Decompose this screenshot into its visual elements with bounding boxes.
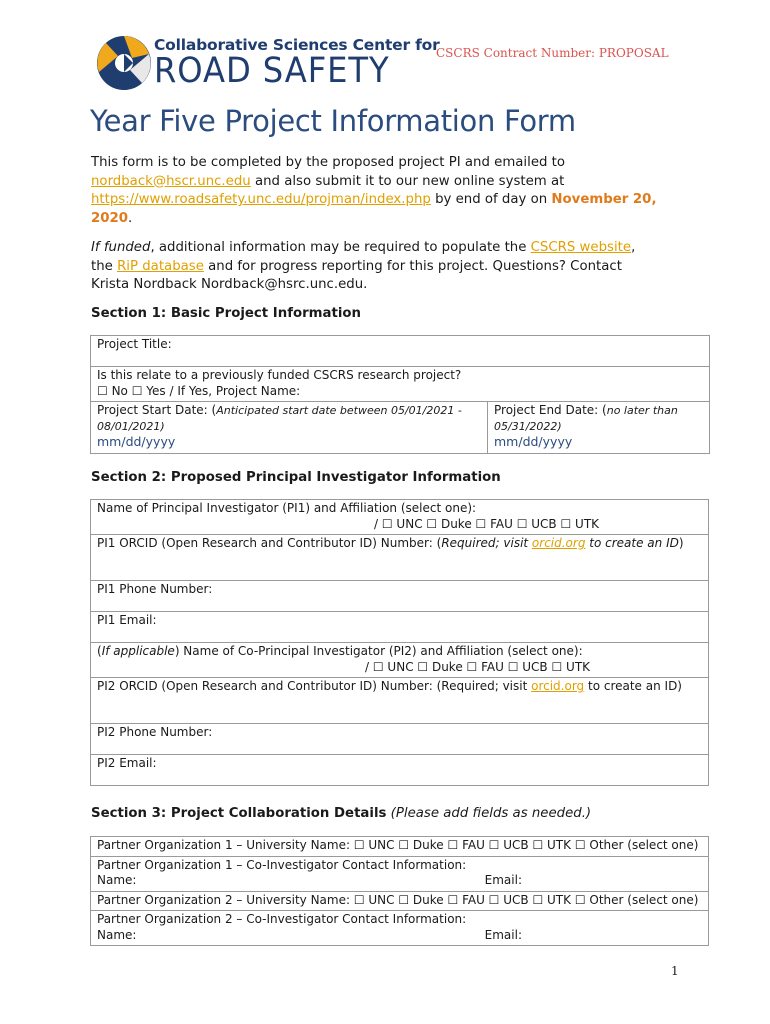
deadline-prefix: by end of day on: [430, 192, 552, 207]
cscrs-logo: [96, 32, 440, 94]
orcid-link-1[interactable]: orcid.org: [531, 536, 586, 550]
pi1-orcid-required: Required; visit: [441, 536, 532, 550]
pi1-affiliation-options[interactable]: / ☐ UNC ☐ Duke ☐ FAU ☐ UCB ☐ UTK: [374, 516, 600, 531]
logo-line1: Collaborative Sciences Center for: [154, 36, 440, 54]
pi2-open-paren: (: [97, 644, 102, 658]
start-date-close: ): [160, 419, 165, 433]
page-title: Year Five Project Information Form: [90, 104, 576, 138]
cscrs-website-link[interactable]: CSCRS website: [530, 240, 632, 255]
funded-text1: , additional information may be required to populate the: [150, 240, 531, 255]
partner1-university-field[interactable]: [91, 837, 709, 857]
funded-text4: and for progress reporting for this project. Questions? Contact: [203, 258, 622, 274]
section2-heading: Section 2: Proposed Principal Investigator Information: [91, 470, 501, 485]
partner1-contact-label: Partner Organization 1 – Co-Investigator Contact Information:: [97, 857, 467, 872]
partner2-university-label: Partner Organization 2 – University Name: ☐ UNC ☐ Duke ☐ FAU ☐ UCB ☐ UTK ☐ Other (select one): [97, 892, 699, 907]
start-date-input[interactable]: mm/dd/yyyy: [97, 434, 176, 449]
section3-table: [90, 836, 709, 946]
intro-paragraph: [91, 154, 671, 228]
if-funded: If funded: [91, 240, 151, 255]
pi1-phone-field[interactable]: [91, 581, 709, 612]
end-date-label: Project End Date: (: [494, 403, 607, 417]
end-date-input[interactable]: mm/dd/yyyy: [494, 434, 573, 449]
partner2-contact-field[interactable]: [91, 911, 709, 946]
section3-heading: [91, 806, 591, 821]
pi2-name-label: ) Name of Co-Principal Investigator (PI2) and Affiliation (select one):: [174, 644, 583, 658]
orcid-link-2[interactable]: orcid.org: [531, 679, 585, 693]
section3-heading-text: Section 3: Project Collaboration Details: [91, 806, 387, 821]
pi2-name-field[interactable]: [91, 643, 709, 678]
partner1-email-label: Email:: [484, 873, 522, 887]
pi2-orcid-field[interactable]: [91, 678, 709, 724]
pi1-orcid-tail: to create an ID: [585, 536, 679, 550]
pi2-email-field[interactable]: [91, 755, 709, 786]
logo-line2: ROAD SAFETY: [154, 51, 390, 91]
partner2-email-label: Email:: [484, 927, 522, 942]
partner2-contact-label: Partner Organization 2 – Co-Investigator Contact Information:: [97, 912, 467, 926]
pi1-name-field[interactable]: [91, 500, 709, 535]
relate-question: Is this relate to a previously funded CSCRS research project?: [97, 368, 462, 382]
funded-text3: the: [91, 258, 118, 274]
end-date-close: ): [557, 419, 562, 433]
relate-options[interactable]: ☐ No ☐ Yes / If Yes, Project Name:: [97, 383, 301, 398]
partner2-name-label: Name:: [97, 927, 137, 942]
start-date-field[interactable]: [91, 402, 488, 454]
pi2-affiliation-options[interactable]: / ☐ UNC ☐ Duke ☐ FAU ☐ UCB ☐ UTK: [365, 659, 591, 674]
end-date-field[interactable]: [488, 402, 710, 454]
email-link[interactable]: nordback@hscr.unc.edu: [91, 173, 251, 189]
intro-line1: This form is to be completed by the proposed project PI and emailed to: [91, 155, 566, 170]
pi1-orcid-field[interactable]: [91, 535, 709, 581]
partner2-university-field[interactable]: [91, 891, 709, 911]
section3-heading-note: (Please add fields as needed.): [386, 806, 592, 821]
start-date-label: Project Start Date: (: [97, 403, 217, 417]
logo-aperture-icon: [96, 34, 152, 92]
pi1-email-label: PI1 Email:: [97, 613, 157, 627]
contract-number: CSCRS Contract Number: PROPOSAL: [436, 46, 669, 60]
intro-line2: and also submit it to our new online system at: [250, 173, 565, 189]
funded-note: [91, 239, 671, 295]
start-date-hint: Anticipated start date between 05/01/2021 - 08/01/2021: [97, 404, 462, 433]
rip-database-link[interactable]: RiP database: [117, 258, 204, 274]
pi2-if-applicable: If applicable: [101, 644, 175, 658]
pi1-name-label: Name of Principal Investigator (PI1) and Affiliation (select one):: [97, 501, 477, 515]
partner1-contact-field[interactable]: [91, 856, 709, 891]
pi2-phone-label: PI2 Phone Number:: [97, 725, 213, 739]
relate-question-field[interactable]: [91, 367, 710, 402]
section1-heading: Section 1: Basic Project Information: [91, 306, 362, 321]
pi2-orcid-tail: to create an ID): [584, 679, 682, 693]
pi1-orcid-label: PI1 ORCID (Open Research and Contributor ID) Number: (: [97, 536, 442, 550]
page-number: 1: [671, 964, 679, 978]
pi1-orcid-close: ): [678, 536, 684, 550]
pi1-email-field[interactable]: [91, 612, 709, 643]
project-title-label: Project Title:: [97, 337, 172, 351]
pi2-email-label: PI2 Email:: [97, 756, 157, 770]
partner1-university-label: Partner Organization 1 – University Name: ☐ UNC ☐ Duke ☐ FAU ☐ UCB ☐ UTK ☐ Other (select one): [97, 838, 699, 852]
project-title-field[interactable]: [91, 336, 710, 367]
system-link[interactable]: https://www.roadsafety.unc.edu/projman/index.php: [91, 192, 431, 207]
deadline-date: November 20, 2020: [91, 192, 657, 226]
end-date-hint: no later than 05/31/2022: [494, 404, 678, 433]
funded-text5: Krista Nordback Nordback@hsrc.unc.edu.: [91, 277, 368, 292]
section2-table: [90, 499, 709, 786]
pi1-phone-label: PI1 Phone Number:: [97, 582, 213, 596]
partner1-name-label: Name:: [97, 873, 137, 887]
pi2-phone-field[interactable]: [91, 724, 709, 755]
pi2-orcid-label: PI2 ORCID (Open Research and Contributor ID) Number: (Required; visit: [97, 679, 532, 693]
funded-text2: ,: [631, 240, 636, 255]
intro-period: .: [128, 210, 133, 226]
section1-table: [90, 335, 710, 454]
